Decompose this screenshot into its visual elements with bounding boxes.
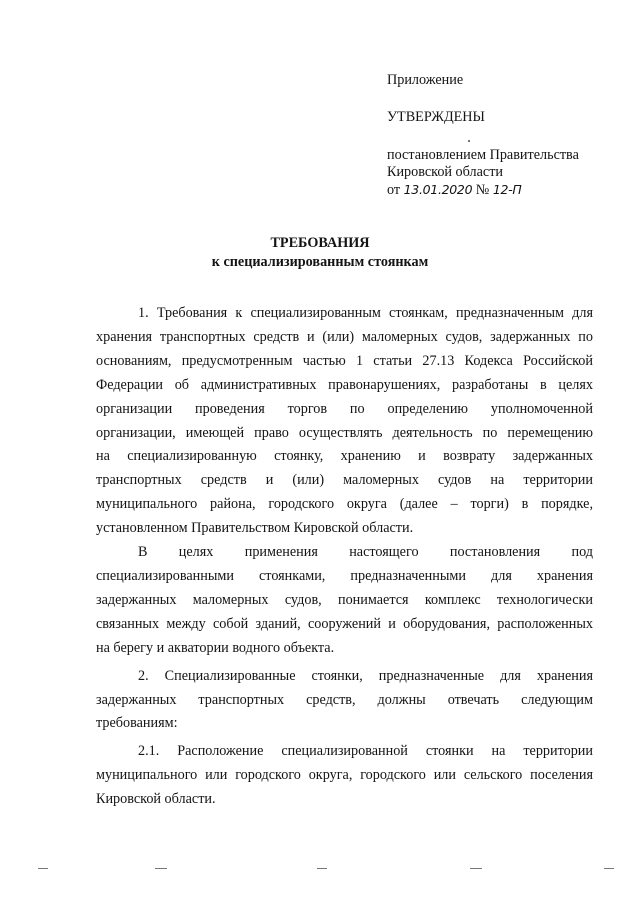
paragraph-line: 2.1. Расположение специализированной стоянки на территории bbox=[138, 743, 593, 760]
document-body bbox=[96, 302, 593, 812]
approved-label: УТВЕРЖДЕНЫ bbox=[387, 109, 485, 125]
scan-speck bbox=[604, 868, 614, 869]
appendix-label: Приложение bbox=[387, 72, 464, 88]
paragraph-line: связанных между собой зданий, сооружений и оборудования, расположенных bbox=[96, 615, 593, 632]
resolution-line-2: Кировской области bbox=[387, 164, 503, 180]
paragraph-3 bbox=[96, 665, 593, 737]
paragraph-line: хранения транспортных средств и (или) маломерных судов, задержанных по bbox=[96, 328, 593, 345]
handwritten-date: 13.01.2020 bbox=[403, 182, 473, 197]
paragraph-line: транспортных средств и (или) маломерных судов на территории bbox=[96, 472, 593, 489]
paragraph-line: организации проведения торгов по определению уполномоченной bbox=[96, 400, 593, 417]
scan-speck bbox=[317, 868, 327, 869]
resolution-date-line bbox=[387, 181, 627, 199]
scan-speck bbox=[470, 868, 482, 869]
paragraph-line: специализированными стоянками, предназначенными для хранения bbox=[96, 567, 593, 584]
paragraph-line: основаниям, предусмотренным частью 1 статьи 27.13 Кодекса Российской bbox=[96, 352, 593, 369]
scan-speck bbox=[468, 140, 470, 142]
approval-block bbox=[387, 72, 627, 199]
scan-speck bbox=[155, 868, 167, 869]
paragraph-line: установленном Правительством Кировской области. bbox=[96, 520, 414, 537]
paragraph-line: задержанных транспортных средств, должны отвечать следующим bbox=[96, 691, 593, 708]
paragraph-line: муниципального района, городского округа (далее – торги) в порядке, bbox=[96, 496, 593, 513]
paragraph-line: на специализированную стоянку, хранению и возврату задержанных bbox=[96, 448, 593, 465]
paragraph-line: муниципального или городского округа, городского или сельского поселения bbox=[96, 767, 593, 784]
document-subtitle: к специализированным стоянкам bbox=[211, 254, 429, 270]
document-title: ТРЕБОВАНИЯ bbox=[270, 235, 370, 251]
paragraph-line: В целях применения настоящего постановления под bbox=[138, 544, 593, 561]
number-prefix: № bbox=[472, 182, 493, 198]
paragraph-line: Федерации об административных правонарушениях, разработаны в целях bbox=[96, 376, 593, 393]
paragraph-line: требованиям: bbox=[96, 715, 178, 732]
document-title-block bbox=[0, 234, 640, 272]
scan-speck bbox=[38, 868, 48, 869]
resolution-line-1: постановлением Правительства bbox=[387, 147, 579, 163]
handwritten-number: 12-П bbox=[492, 182, 522, 197]
paragraph-2 bbox=[96, 541, 593, 661]
paragraph-1 bbox=[96, 302, 593, 541]
paragraph-line: задержанных маломерных судов, понимается комплекс технологически bbox=[96, 591, 593, 608]
paragraph-line: 2. Специализированные стоянки, предназначенные для хранения bbox=[138, 667, 593, 684]
paragraph-4 bbox=[96, 740, 593, 812]
paragraph-line: 1. Требования к специализированным стоянкам, предназначенным для bbox=[138, 305, 593, 321]
paragraph-line: организации, имеющей право осуществлять деятельность по перемещению bbox=[96, 424, 593, 441]
paragraph-line: на берегу и акватории водного объекта. bbox=[96, 639, 335, 656]
paragraph-line: Кировской области. bbox=[96, 791, 216, 808]
date-prefix: от bbox=[387, 182, 404, 198]
